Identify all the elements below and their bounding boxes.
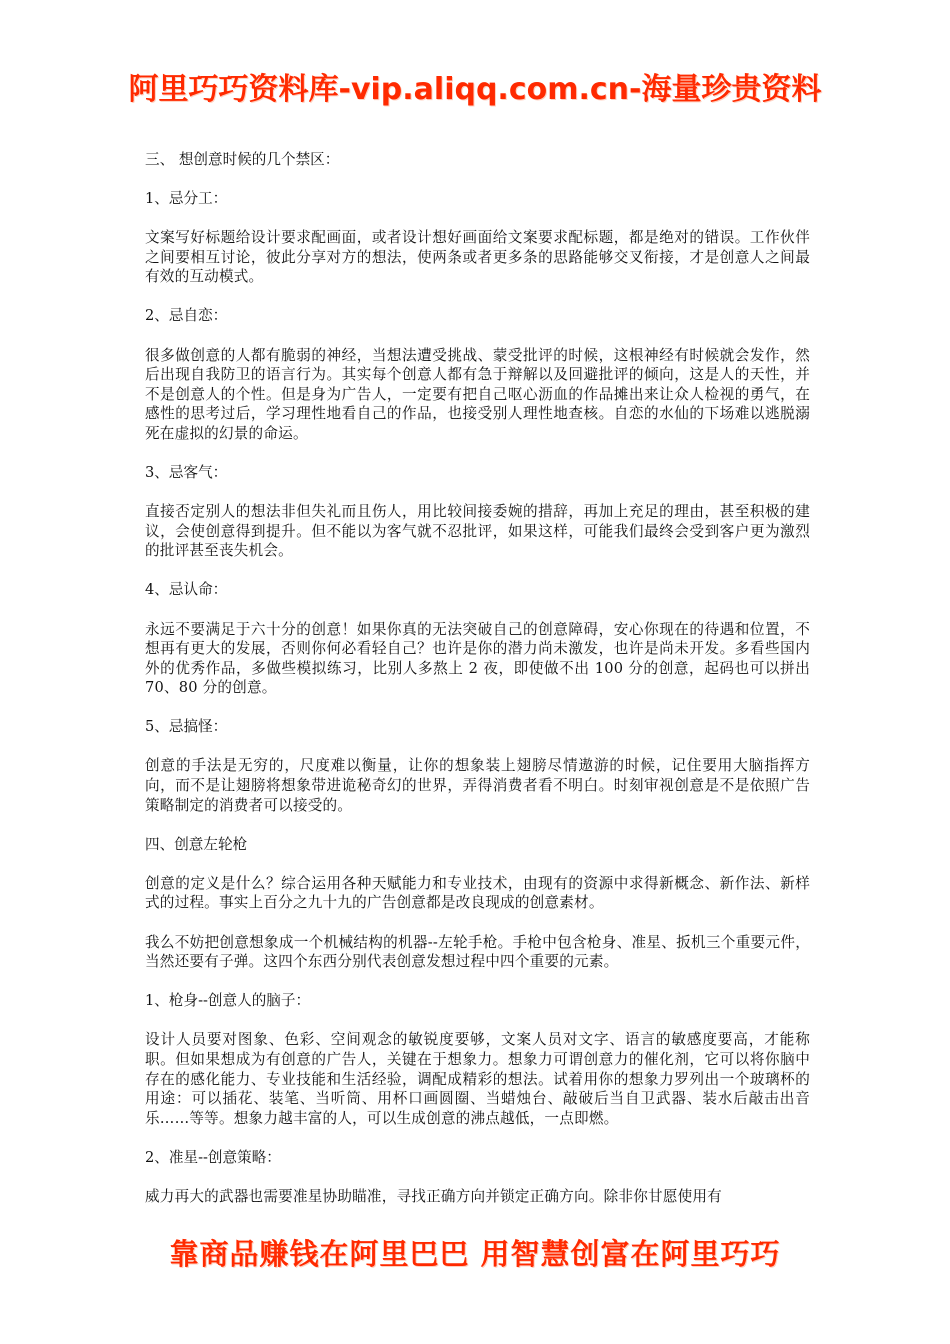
- subsection-heading: 4、忌认命：: [145, 581, 228, 599]
- paragraph: 威力再大的武器也需要准星协助瞄准，寻找正确方向并锁定正确方向。除非你甘愿使用有: [145, 1187, 722, 1205]
- subsection-heading: 5、忌搞怪：: [145, 718, 228, 736]
- footer-banner: 靠商品赚钱在阿里巴巴 用智慧创富在阿里巧巧: [169, 1237, 781, 1271]
- paragraph: 创意的手法是无穷的，尺度难以衡量，让你的想象装上翅膀尽情遨游的时候，记住要用大脑指挥方向，而不是让翅膀将想象带进诡秘奇幻的世界，弄得消费者看不明白。时刻审视创意是不是依照广告策略制定的消费者可以接受的。: [145, 757, 810, 814]
- subsection-heading: 1、枪身--创意人的脑子：: [145, 992, 311, 1010]
- subsection-heading: 2、忌自恋：: [145, 307, 228, 325]
- subsection-heading: 2、准星--创意策略：: [145, 1148, 281, 1166]
- subsection-heading: 1、忌分工：: [145, 190, 228, 208]
- paragraph: 永远不要满足于六十分的创意！如果你真的无法突破自己的创意障碍，安心你现在的待遇和位置，不想再有更大的发展，否则你何必看轻自己？也许是你的潜力尚未激发，也许是尚未开发。多看些国内外的优秀作品，多做些模拟练习，比别人多熬上 2 夜，即使做不出 100 分的创意，起码也可以拼出 70、80 分的创意。: [145, 620, 810, 697]
- paragraph: 很多做创意的人都有脆弱的神经，当想法遭受挑战、蒙受批评的时候，这根神经有时候就会发作，然后出现自我防卫的语言行为。其实每个创意人都有急于辩解以及回避批评的倾向，这是人的天性，并不是创意人的个性。但是身为广告人，一定要有把自己呕心沥血的作品摊出来让众人检视的勇气，在感性的思考过后，学习理性地看自己的作品，也接受别人理性地查核。自恋的水仙的下场难以逃脱溺死在虚拟的幻景的命运。: [145, 346, 810, 442]
- paragraph: 直接否定别人的想法非但失礼而且伤人，用比较间接委婉的措辞，再加上充足的理由，甚至积极的建议，会使创意得到提升。但不能以为客气就不忍批评，如果这样，可能我们最终会受到客户更为激烈的批评甚至丧失机会。: [145, 503, 810, 560]
- paragraph: 文案写好标题给设计要求配画面，或者设计想好画面给文案要求配标题，都是绝对的错误。工作伙伴之间要相互讨论，彼此分享对方的想法，使两条或者更多条的思路能够交叉衔接，才是创意人之间最有效的互动模式。: [145, 229, 810, 286]
- subsection-heading: 3、忌客气：: [145, 464, 228, 482]
- paragraph: 创意的定义是什么？综合运用各种天赋能力和专业技术，由现有的资源中求得新概念、新作法、新样式的过程。事实上百分之九十九的广告创意都是改良现成的创意素材。: [145, 874, 810, 912]
- section-heading: 四、创意左轮枪: [145, 835, 248, 853]
- paragraph: 我么不妨把创意想象成一个机械结构的机器--左轮手枪。手枪中包含枪身、准星、扳机三个重要元件，当然还要有子弹。这四个东西分别代表创意发想过程中四个重要的元素。: [145, 933, 810, 971]
- paragraph: 设计人员要对图象、色彩、空间观念的敏锐度要够，文案人员对文字、语言的敏感度要高，才能称职。但如果想成为有创意的广告人，关键在于想象力。想象力可谓创意力的催化剂，它可以将你脑中存在的感化能力、专业技能和生活经验，调配成精彩的想法。试着用你的想象力罗列出一个玻璃杯的用途：可以插花、装笔、当听筒、用杯口画圆圈、当蜡烛台、敲破后当自卫武器、装水后敲击出音乐……等等。想象力越丰富的人，可以生成创意的沸点越低，一点即燃。: [145, 1031, 810, 1127]
- document-body: [145, 150, 810, 1226]
- header-banner: 阿里巧巧资料库-vip.aliqq.com.cn-海量珍贵资料: [128, 72, 822, 107]
- section-heading: 三、 想创意时候的几个禁区：: [145, 151, 340, 168]
